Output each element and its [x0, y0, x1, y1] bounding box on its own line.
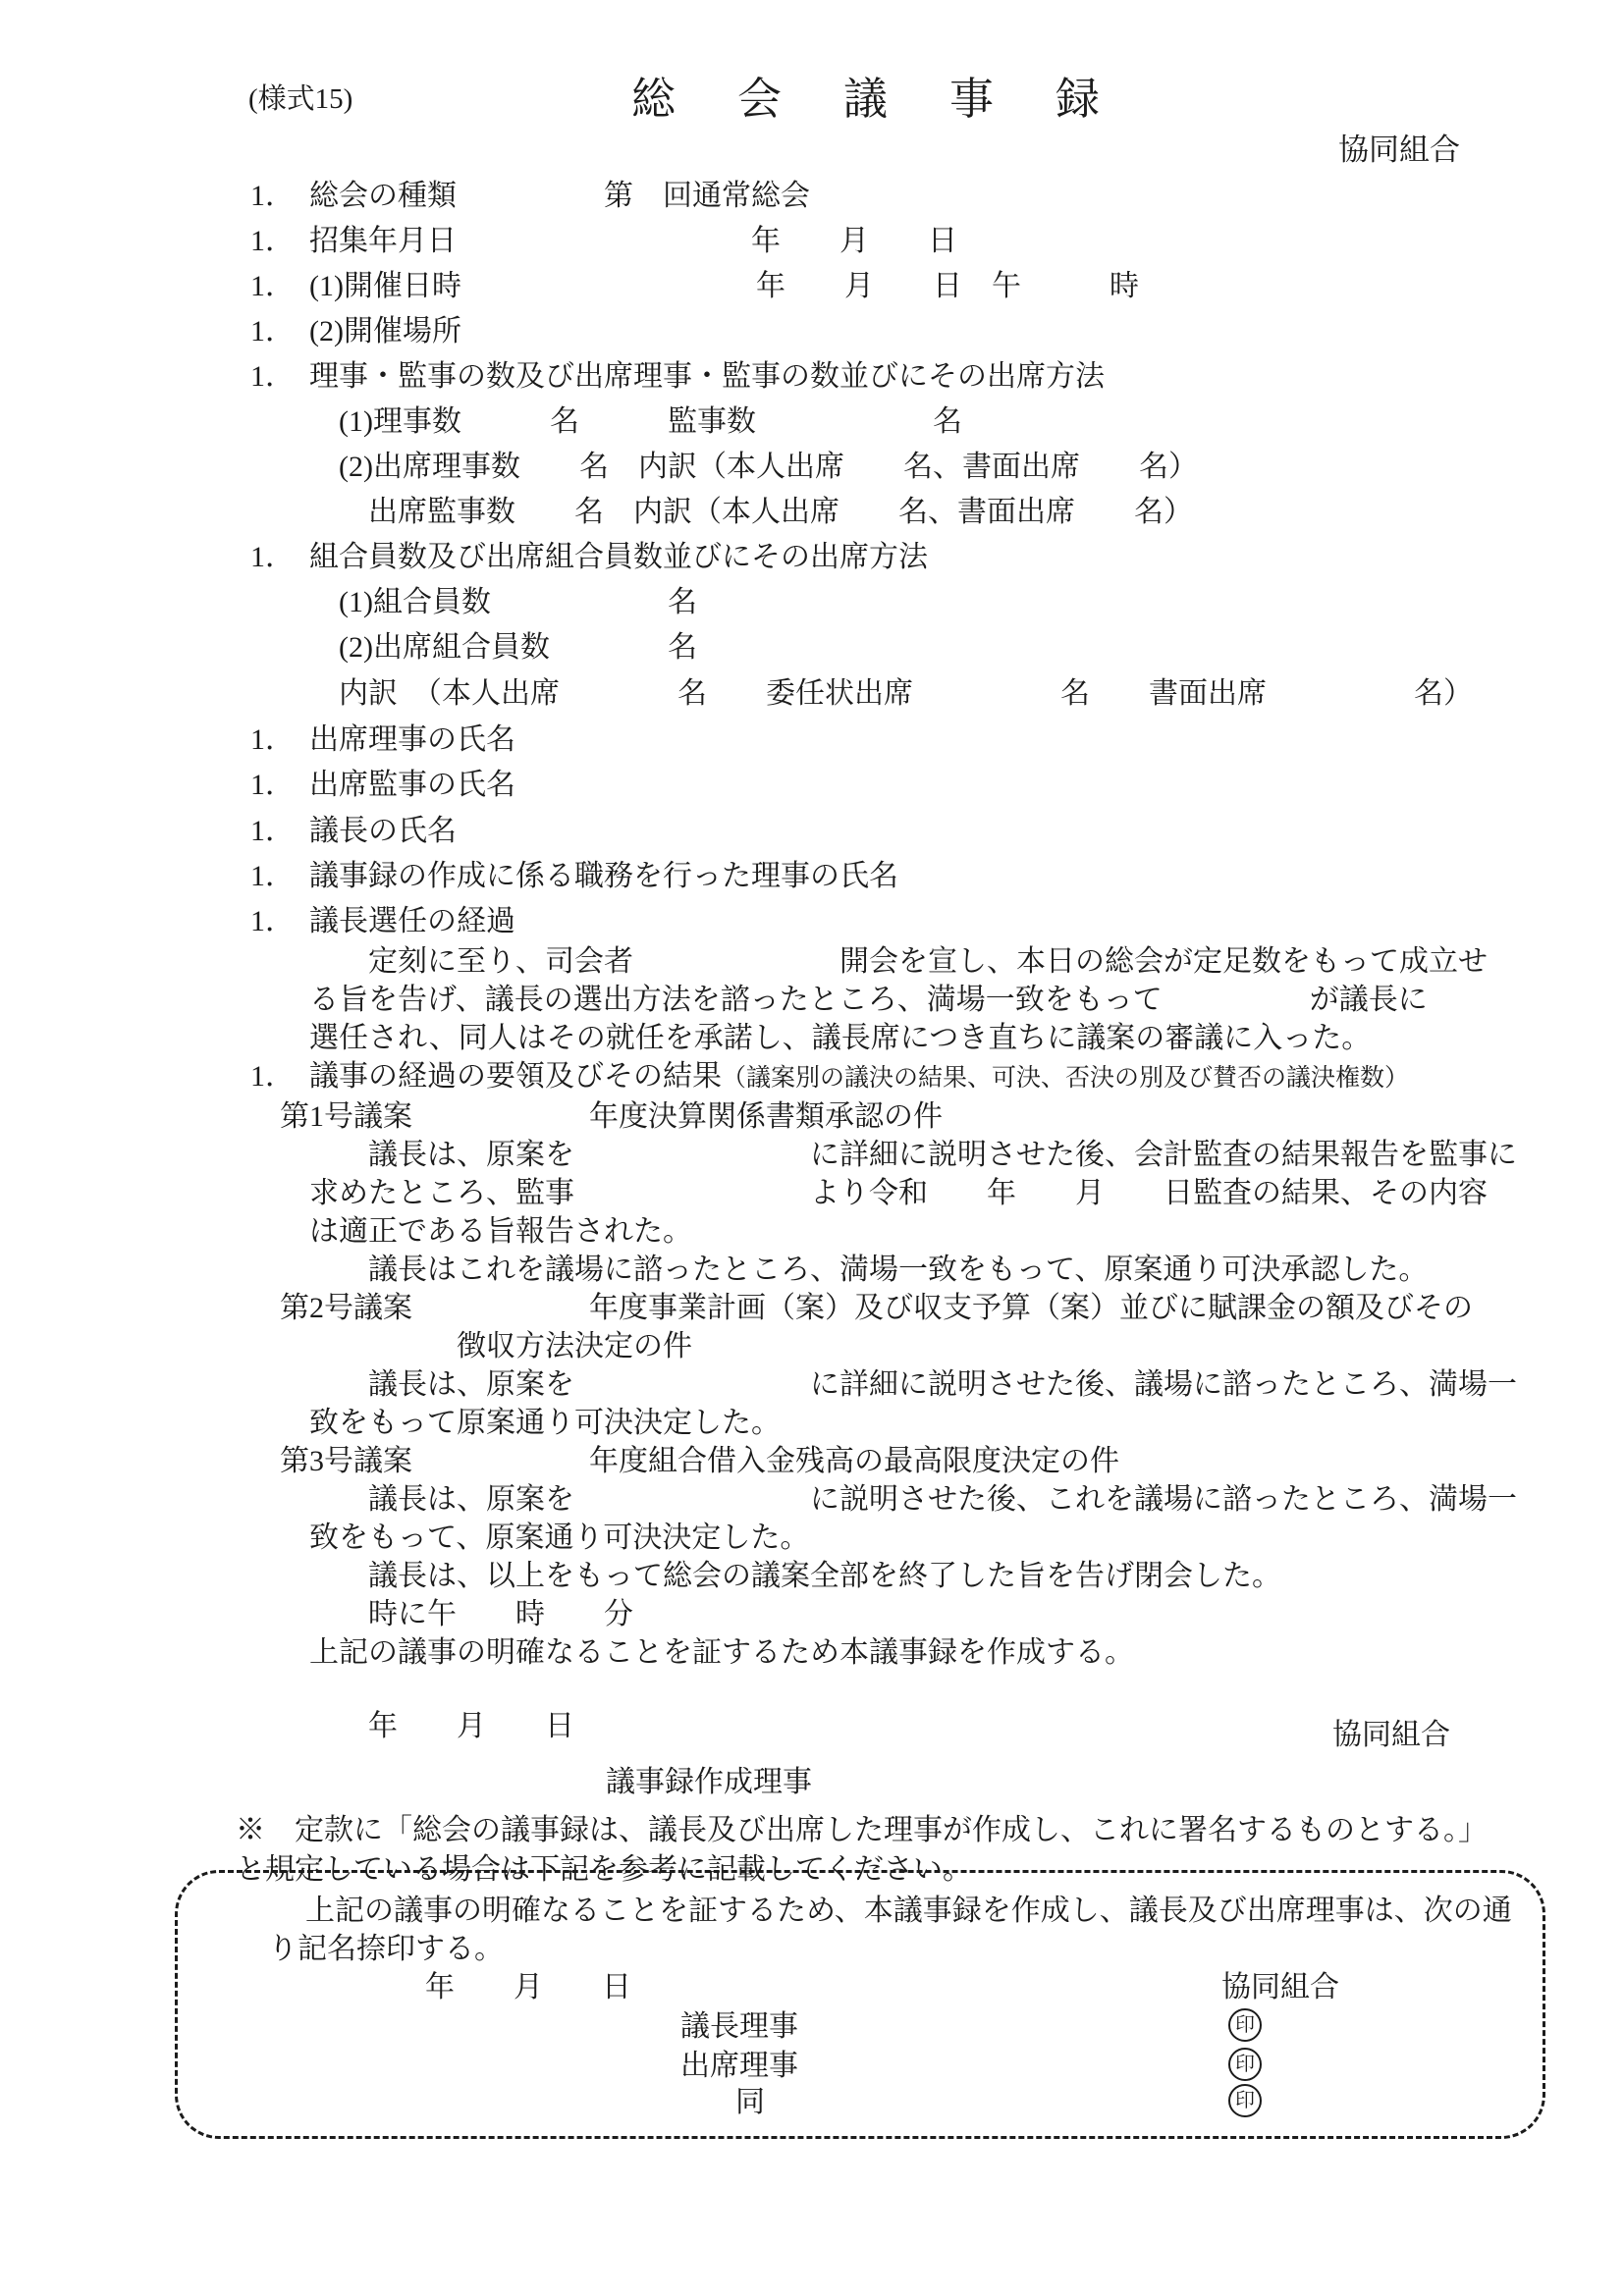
doc-line-auditor-names: 1． 出席監事の氏名: [250, 769, 515, 801]
sig-intro-line-2: り記名捺印する。: [268, 1933, 504, 1965]
seal-char: 印: [1235, 2054, 1255, 2075]
doc-line-agenda-1-text-3: は適正である旨報告された。: [250, 1215, 692, 1248]
doc-line-chair-election: 1． 議長選任の経過: [250, 905, 515, 937]
doc-line-agenda-3-result: 致をもって、原案通り可決決定した。: [250, 1522, 810, 1554]
doc-line-agenda-3-title: 第3号議案 年度組合借入金残高の最高限度決定の件: [250, 1445, 1119, 1477]
doc-line-member-count: (1)組合員数 名: [250, 586, 697, 618]
doc-line-proceedings-heading: [250, 1060, 1409, 1095]
note-line-2: と規定している場合は下記を参考に記載してください。: [236, 1853, 972, 1886]
signer-label-chair-director: 議長理事: [680, 2010, 798, 2043]
date-line: 年 月 日: [250, 1710, 574, 1742]
doc-line-attending-directors: (2)出席理事数 名 内訳（本人出席 名、書面出席 名）: [250, 451, 1198, 483]
seal-icon: [1228, 2008, 1262, 2042]
doc-line-convocation-date: 1． 招集年月日 年 月 日: [250, 225, 957, 257]
doc-line-narrative-1: 定刻に至り、司会者 開会を宣し、本日の総会が定足数をもって成立せ: [250, 945, 1488, 978]
secretary-director-label: 議事録作成理事: [606, 1766, 812, 1798]
signer-label-ditto: 同: [735, 2086, 765, 2118]
doc-line-held-place: 1． (2)開催場所: [250, 315, 461, 347]
doc-line-chair-name: 1． 議長の氏名: [250, 815, 457, 847]
seal-char: 印: [1235, 2014, 1255, 2036]
doc-line-meeting-type: 1． 総会の種類 第 回通常総会: [250, 180, 810, 212]
doc-line-director-names: 1． 出席理事の氏名: [250, 723, 515, 756]
seal-icon: [1228, 2084, 1262, 2117]
signer-label-attending-director: 出席理事: [680, 2050, 798, 2082]
note-line-1: ※ 定款に「総会の議事録は、議長及び出席した理事が作成し、これに署名するものとする。」: [236, 1814, 1488, 1846]
doc-line-agenda-1-text-1: 議長は、原案を に詳細に説明させた後、会計監査の結果報告を監事に: [250, 1139, 1517, 1171]
doc-line-agenda-1-title: 第1号議案 年度決算関係書類承認の件: [250, 1100, 943, 1133]
doc-line-member-breakdown: 内訳 （本人出席 名 委任状出席 名 書面出席 名）: [250, 677, 1473, 710]
doc-line-narrative-2: る旨を告げ、議長の選出方法を諮ったところ、満場一致をもって が議長に: [250, 984, 1428, 1016]
signature-box: [175, 1870, 1545, 2139]
proceedings-heading-main: 1． 議事の経過の要領及びその結果: [250, 1060, 722, 1093]
proceedings-heading-paren: （議案別の議決の結果、可決、否決の別及び賛否の議決権数）: [722, 1065, 1410, 1092]
page-title: 総 会 議 事 録: [631, 75, 1110, 124]
doc-line-attending-members: (2)出席組合員数 名: [250, 631, 697, 664]
doc-line-closing-time: 時に午 時 分: [250, 1598, 633, 1630]
sig-organization: 協同組合: [1221, 1971, 1339, 2003]
sig-date-line: 年 月 日: [425, 1971, 631, 2003]
organization-name-mid: 協同組合: [1332, 1719, 1450, 1751]
doc-line-agenda-3-text: 議長は、原案を に説明させた後、これを議場に諮ったところ、満場一: [250, 1483, 1517, 1516]
doc-line-directors-heading: 1． 理事・監事の数及び出席理事・監事の数並びにその出席方法: [250, 360, 1105, 393]
doc-line-held-datetime: 1． (1)開催日時 年 月 日 午 時: [250, 270, 1139, 302]
organization-name-top: 協同組合: [1338, 133, 1460, 167]
doc-line-agenda-2-title-2: 徴収方法決定の件: [250, 1330, 692, 1362]
doc-line-members-heading: 1． 組合員数及び出席組合員数並びにその出席方法: [250, 541, 928, 573]
doc-line-closing-1: 議長は、以上をもって総会の議案全部を終了した旨を告げ閉会した。: [250, 1560, 1281, 1592]
seal-icon: [1228, 2048, 1262, 2081]
doc-line-director-count: (1)理事数 名 監事数 名: [250, 405, 962, 438]
doc-line-minutes-director: 1． 議事録の作成に係る職務を行った理事の氏名: [250, 860, 898, 892]
doc-line-agenda-2-result: 致をもって原案通り可決決定した。: [250, 1407, 781, 1439]
doc-line-agenda-1-text-2: 求めたところ、監事 より令和 年 月 日監査の結果、その内容: [250, 1177, 1488, 1209]
seal-char: 印: [1235, 2090, 1255, 2111]
doc-line-agenda-2-title: 第2号議案 年度事業計画（案）及び収支予算（案）並びに賦課金の額及びその: [250, 1292, 1473, 1324]
doc-line-attending-auditors: 出席監事数 名 内訳（本人出席 名、書面出席 名）: [250, 496, 1193, 528]
doc-line-narrative-3: 選任され、同人はその就任を承諾し、議長席につき直ちに議案の審議に入った。: [250, 1022, 1372, 1054]
doc-line-agenda-1-result: 議長はこれを議場に諮ったところ、満場一致をもって、原案通り可決承認した。: [250, 1254, 1429, 1286]
doc-line-agenda-2-text: 議長は、原案を に詳細に説明させた後、議場に諮ったところ、満場一: [250, 1368, 1517, 1401]
form-style-label: (様式15): [248, 83, 353, 115]
doc-line-attestation: 上記の議事の明確なることを証するため本議事録を作成する。: [250, 1636, 1134, 1669]
sig-intro-line-1: 上記の議事の明確なることを証するため、本議事録を作成し、議長及び出席理事は、次の通: [305, 1895, 1512, 1927]
